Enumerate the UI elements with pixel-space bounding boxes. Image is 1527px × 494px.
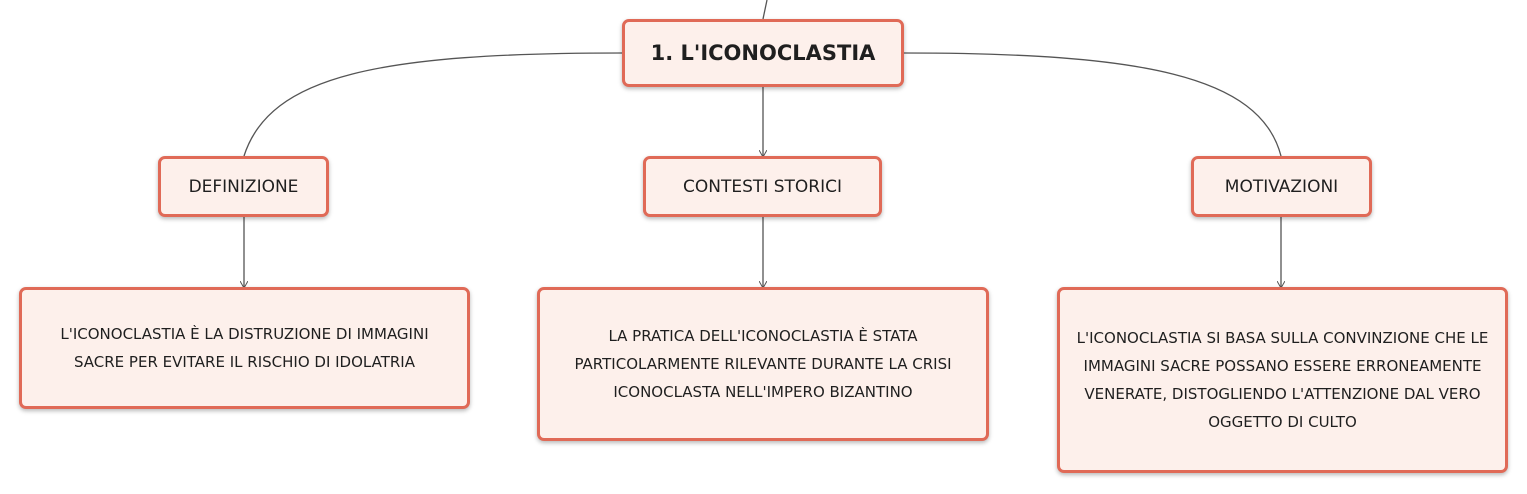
branch-label-definizione: DEFINIZIONE [188, 176, 299, 197]
branch-node-definizione[interactable] [158, 156, 329, 217]
leaf-node-motivazioni[interactable] [1057, 287, 1508, 473]
root-node[interactable] [622, 19, 904, 87]
leaf-text-contesti-storici: LA PRATICA DELL'ICONOCLASTIA È STATA PARTICOLARMENTE RILEVANTE DURANTE LA CRISI ICONOCLASTA NELL'IMPERO BIZANTINO [574, 327, 952, 401]
leaf-node-contesti-storici[interactable] [537, 287, 989, 441]
leaf-text-definizione: L'ICONOCLASTIA È LA DISTRUZIONE DI IMMAGINI SACRE PER EVITARE IL RISCHIO DI IDOLATRIA [60, 325, 429, 371]
leaf-node-definizione[interactable] [19, 287, 470, 409]
branch-node-contesti-storici[interactable] [643, 156, 882, 217]
connector-root-definizione [244, 53, 622, 156]
incoming-connector [763, 0, 767, 19]
connector-root-motivazioni [904, 53, 1281, 156]
branch-node-motivazioni[interactable] [1191, 156, 1372, 217]
leaf-text-motivazioni: L'ICONOCLASTIA SI BASA SULLA CONVINZIONE CHE LE IMMAGINI SACRE POSSANO ESSERE ERRONEAMENTE VENERATE, DISTOGLIENDO L'ATTENZIONE DAL VERO OGGETTO DI CULTO [1076, 329, 1489, 431]
branch-label-motivazioni: MOTIVAZIONI [1224, 176, 1339, 197]
branch-label-contesti-storici: CONTESTI STORICI [683, 176, 842, 197]
root-node-label: 1. L'ICONOCLASTIA [650, 41, 876, 65]
